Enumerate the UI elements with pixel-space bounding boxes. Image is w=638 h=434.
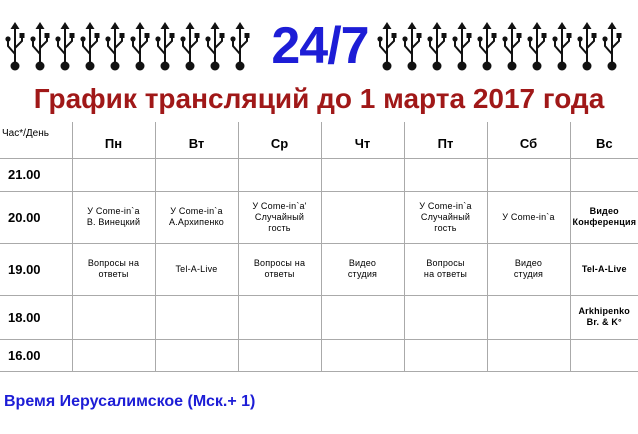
schedule-row — [0, 191, 638, 243]
day-header-sun: Вс — [570, 122, 638, 158]
schedule-cell-wed — [238, 243, 321, 295]
schedule-cell-thu — [321, 158, 404, 191]
schedule-cell-line: ответы — [98, 269, 129, 279]
usb-icon — [79, 22, 101, 72]
schedule-cell-tue — [155, 158, 238, 191]
schedule-cell-line: гость — [268, 222, 291, 233]
schedule-cell-mon — [72, 339, 155, 371]
time-label: 18.00 — [0, 295, 72, 339]
schedule-cell-tue — [155, 243, 238, 295]
usb-icon — [426, 22, 448, 72]
usb-icon — [476, 22, 498, 72]
schedule-cell-sat — [487, 158, 570, 191]
day-header-thu: Чт — [321, 122, 404, 158]
schedule-cell-tue — [155, 295, 238, 339]
schedule-cell-line: Случайный — [254, 211, 305, 222]
usb-icon — [501, 22, 523, 72]
schedule-cell-line: Случайный — [420, 211, 471, 222]
schedule-cell-line: Видео — [514, 258, 543, 268]
schedule-row — [0, 243, 638, 295]
timezone-note: Время Иерусалимское (Мск.+ 1) — [4, 393, 256, 410]
schedule-cell-line: У Come-in`a — [170, 206, 223, 216]
usb-icon-row-right — [376, 22, 626, 74]
schedule-cell-line: Видео — [348, 258, 377, 268]
schedule-cell-sat — [487, 191, 570, 243]
schedule-cell-tue — [155, 339, 238, 371]
schedule-cell-tue — [155, 191, 238, 243]
usb-icon — [401, 22, 423, 72]
schedule-row — [0, 295, 638, 339]
usb-icon — [526, 22, 548, 72]
schedule-cell-fri — [404, 339, 487, 371]
schedule-cell-thu — [321, 339, 404, 371]
schedule-cell-sat — [487, 339, 570, 371]
schedule-cell-line: Tel-A-Live — [175, 263, 218, 274]
day-header-mon: Пн — [72, 122, 155, 158]
schedule-cell-line: студия — [513, 269, 544, 279]
schedule-cell-wed — [238, 191, 321, 243]
schedule-cell-thu — [321, 191, 404, 243]
schedule-cell-wed — [238, 339, 321, 371]
schedule-cell-sun — [570, 158, 638, 191]
schedule-cell-line: Вопросы на — [253, 258, 306, 268]
usb-icon — [601, 22, 623, 72]
time-label: 19.00 — [0, 243, 72, 295]
usb-icon — [551, 22, 573, 72]
schedule-cell-line: ответы — [264, 269, 295, 279]
schedule-cell-line: В. Винецкий — [86, 217, 141, 227]
schedule-cell-mon — [72, 158, 155, 191]
usb-icon — [104, 22, 126, 72]
usb-icon — [54, 22, 76, 72]
schedule-cell-sun — [570, 191, 638, 243]
schedule-cell-mon — [72, 243, 155, 295]
schedule-cell-line: У Come-in`a — [87, 206, 140, 216]
schedule-cell-line: на ответы — [423, 269, 468, 279]
top-decoration-band — [0, 0, 638, 80]
schedule-cell-fri — [404, 243, 487, 295]
schedule-cell-fri — [404, 295, 487, 339]
schedule-cell-sun — [570, 243, 638, 295]
schedule-cell-line: А.Архипенко — [168, 217, 225, 227]
schedule-cell-sat — [487, 295, 570, 339]
schedule-cell-line: У Come-in`a' — [252, 200, 307, 211]
schedule-cell-wed — [238, 158, 321, 191]
day-header-sat: Сб — [487, 122, 570, 158]
schedule-cell-line: гость — [434, 222, 457, 233]
schedule-cell-thu — [321, 295, 404, 339]
usb-icon — [451, 22, 473, 72]
usb-icon — [154, 22, 176, 72]
corner-label: Час*/День — [0, 122, 72, 158]
schedule-cell-line: Конференция — [572, 217, 637, 227]
schedule-cell-line: У Come-in`a — [419, 200, 472, 211]
schedule-cell-fri — [404, 191, 487, 243]
schedule-cell-line: Tel-A-Live — [581, 263, 627, 274]
schedule-subtitle: График трансляций до 1 марта 2017 года — [33, 83, 605, 114]
schedule-row — [0, 158, 638, 191]
schedule-cell-thu — [321, 243, 404, 295]
schedule-cell-line: У Come-in`a — [502, 211, 555, 222]
usb-icon — [29, 22, 51, 72]
schedule-cell-line: Видео — [589, 206, 619, 216]
schedule-cell-fri — [404, 158, 487, 191]
schedule-row — [0, 339, 638, 371]
schedule-cell-mon — [72, 191, 155, 243]
schedule-cell-line: Вопросы — [426, 258, 465, 268]
schedule-cell-line: студия — [347, 269, 378, 279]
time-label: 20.00 — [0, 191, 72, 243]
day-header-fri: Пт — [404, 122, 487, 158]
usb-icon — [204, 22, 226, 72]
table-header-row — [0, 122, 638, 158]
schedule-cell-sat — [487, 243, 570, 295]
usb-icon — [376, 22, 398, 72]
usb-icon — [229, 22, 251, 72]
time-label: 16.00 — [0, 339, 72, 371]
schedule-cell-sun — [570, 295, 638, 339]
usb-icon — [179, 22, 201, 72]
schedule-cell-wed — [238, 295, 321, 339]
day-header-wed: Ср — [238, 122, 321, 158]
usb-icon — [576, 22, 598, 72]
schedule-cell-line: Вопросы на — [87, 258, 140, 268]
schedule-cell-line: Arkhipenko — [578, 306, 630, 316]
page-title: 24/7 — [271, 17, 369, 75]
usb-icon-row-left — [4, 22, 254, 74]
schedule-cell-mon — [72, 295, 155, 339]
day-header-tue: Вт — [155, 122, 238, 158]
schedule-table — [0, 122, 638, 372]
usb-icon — [4, 22, 26, 72]
usb-icon — [129, 22, 151, 72]
time-label: 21.00 — [0, 158, 72, 191]
schedule-cell-line: Br. & K° — [586, 317, 622, 327]
schedule-cell-sun — [570, 339, 638, 371]
